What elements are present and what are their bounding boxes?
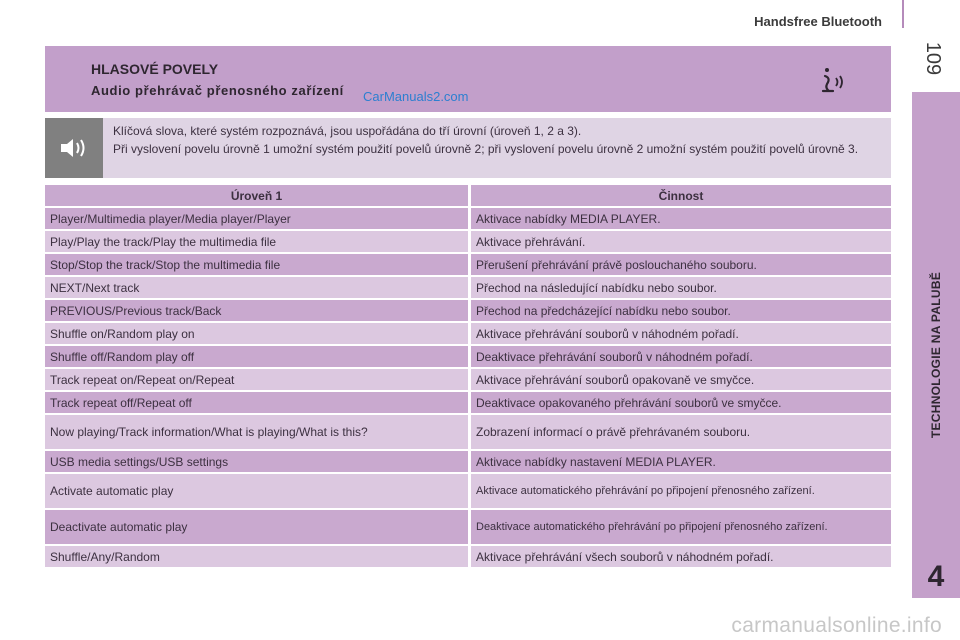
command-cell: PREVIOUS/Previous track/Back <box>45 300 471 321</box>
footer-watermark: carmanualsonline.info <box>731 614 942 637</box>
action-cell: Zobrazení informací o právě přehrávaném souboru. <box>471 415 891 449</box>
header-divider <box>902 0 904 28</box>
info-text-2: Při vyslovení povelu úrovně 1 umožní systém použití povelů úrovně 2; při vyslovení povelu úrovně 2 umožní systém použití povelů úrovně 3. <box>113 142 859 156</box>
command-cell: Play/Play the track/Play the multimedia file <box>45 231 471 252</box>
action-cell: Aktivace přehrávání všech souborů v náhodném pořadí. <box>471 546 891 567</box>
voice-command-icon <box>817 64 851 98</box>
command-cell: Track repeat on/Repeat on/Repeat <box>45 369 471 390</box>
page-number: 109 <box>922 41 945 75</box>
column-header-action: Činnost <box>471 185 891 206</box>
action-cell: Aktivace automatického přehrávání po připojení přenosného zařízení. <box>471 474 891 508</box>
column-header-level: Úroveň 1 <box>45 185 471 206</box>
watermark-link[interactable]: CarManuals2.com <box>363 89 469 104</box>
command-cell: Activate automatic play <box>45 474 471 508</box>
table-row <box>45 231 891 252</box>
header-title: Handsfree Bluetooth <box>754 14 882 29</box>
command-cell: Stop/Stop the track/Stop the multimedia file <box>45 254 471 275</box>
table-row <box>45 392 891 413</box>
info-text-1: Klíčová slova, které systém rozpoznává, jsou uspořádána do tří úrovní (úroveň 1, 2 a 3). <box>113 124 582 138</box>
chapter-number: 4 <box>927 560 945 593</box>
table-row <box>45 254 891 275</box>
table-row <box>45 510 891 544</box>
table-row <box>45 300 891 321</box>
table-row <box>45 346 891 367</box>
action-cell: Přerušení přehrávání právě poslouchaného souboru. <box>471 254 891 275</box>
command-cell: USB media settings/USB settings <box>45 451 471 472</box>
section-title: HLASOVÉ POVELY <box>91 61 219 77</box>
table-row <box>45 323 891 344</box>
table-row <box>45 474 891 508</box>
command-cell: NEXT/Next track <box>45 277 471 298</box>
table-row <box>45 208 891 229</box>
table-row <box>45 546 891 567</box>
action-cell: Aktivace přehrávání. <box>471 231 891 252</box>
table-row <box>45 369 891 390</box>
action-cell: Přechod na předcházející nabídku nebo soubor. <box>471 300 891 321</box>
action-cell: Aktivace přehrávání souborů v náhodném pořadí. <box>471 323 891 344</box>
command-cell: Now playing/Track information/What is playing/What is this? <box>45 415 471 449</box>
section-subtitle: Audio přehrávač přenosného zařízení <box>91 83 344 98</box>
action-cell: Přechod na následující nabídku nebo soubor. <box>471 277 891 298</box>
action-cell: Deaktivace opakovaného přehrávání souborů ve smyčce. <box>471 392 891 413</box>
command-cell: Track repeat off/Repeat off <box>45 392 471 413</box>
action-cell: Aktivace nabídky MEDIA PLAYER. <box>471 208 891 229</box>
command-cell: Shuffle off/Random play off <box>45 346 471 367</box>
action-cell: Deaktivace přehrávání souborů v náhodném pořadí. <box>471 346 891 367</box>
table-row <box>45 277 891 298</box>
command-cell: Shuffle/Any/Random <box>45 546 471 567</box>
command-cell: Shuffle on/Random play on <box>45 323 471 344</box>
speaker-icon <box>45 118 103 178</box>
table-row <box>45 451 891 472</box>
table-row <box>45 415 891 449</box>
voice-command-table <box>45 183 891 569</box>
chapter-side-label: TECHNOLOGIE NA PALUBĚ <box>929 271 943 439</box>
info-box <box>45 118 891 178</box>
command-cell: Deactivate automatic play <box>45 510 471 544</box>
command-cell: Player/Multimedia player/Media player/Player <box>45 208 471 229</box>
action-cell: Aktivace přehrávání souborů opakovaně ve smyčce. <box>471 369 891 390</box>
action-cell: Aktivace nabídky nastavení MEDIA PLAYER. <box>471 451 891 472</box>
action-cell: Deaktivace automatického přehrávání po připojení přenosného zařízení. <box>471 510 891 544</box>
